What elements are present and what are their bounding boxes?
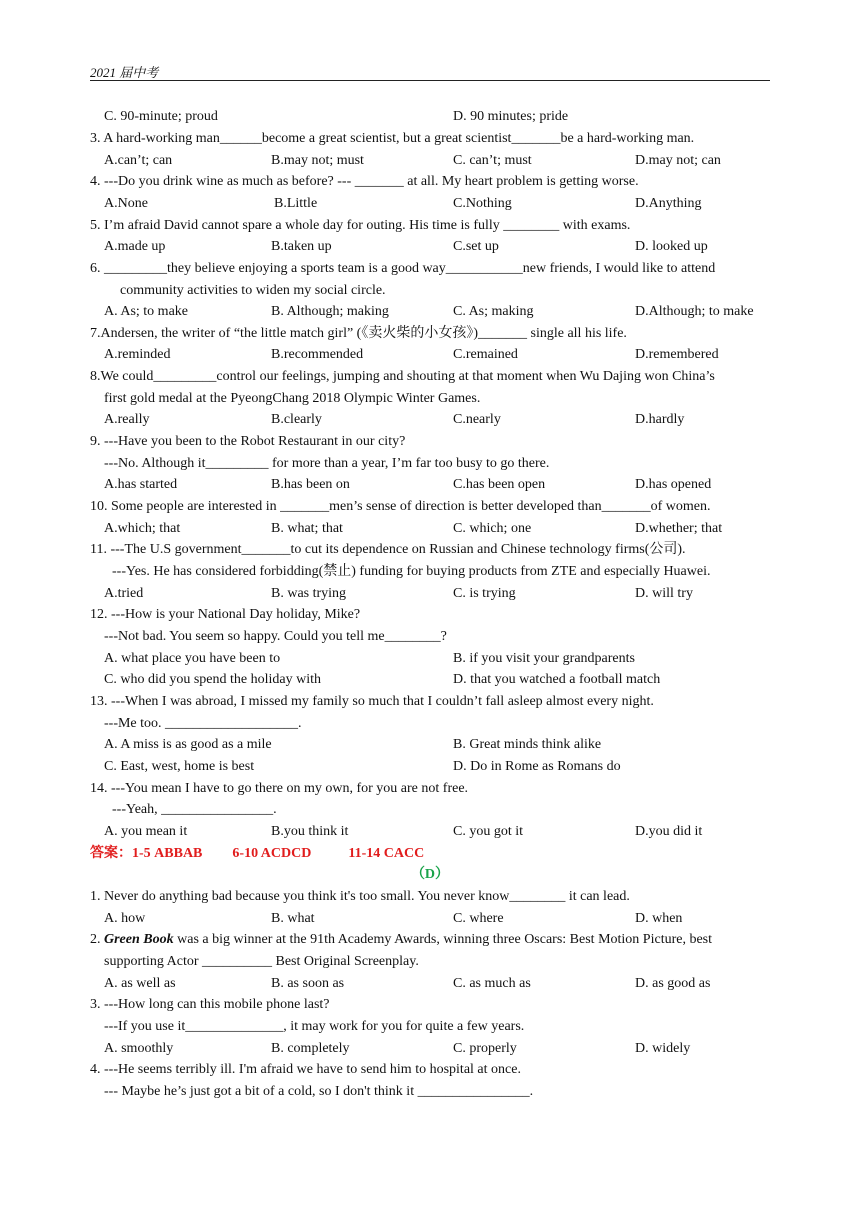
option-c: C. East, west, home is best [104,759,255,774]
question-13-reply: ---Me too. ___________________. [104,716,302,731]
option-d: D.hardly [635,412,685,427]
option-a: A.reminded [104,347,171,362]
option-c: C.set up [453,239,499,254]
question-text: was a big winner at the 91th Academy Awards, winning three Oscars: Best Motion Picture, best [173,932,713,947]
option-d: D. looked up [635,239,708,254]
option-a: A.which; that [104,521,181,536]
question-d1: 1. Never do anything bad because you think it's too small. You never know________ it can lead. [90,889,630,904]
option-a: A.can’t; can [104,153,173,168]
option-c: C. 90-minute; proud [104,109,218,124]
option-d: D.has opened [635,477,712,492]
option-b: B. Great minds think alike [453,737,602,752]
question-5: 5. I’m afraid David cannot spare a whole day for outing. His time is fully ________ with exams. [90,218,631,233]
option-b: B. Although; making [271,304,389,319]
option-a: A.has started [104,477,178,492]
question-d2-continued: supporting Actor __________ Best Original Screenplay. [104,954,419,969]
question-3: 3. A hard-working man______become a great scientist, but a great scientist_______be a hard-working man. [90,131,695,146]
question-d2 [90,932,712,948]
question-9-continued: ---No. Although it_________ for more than a year, I’m far too busy to go there. [104,456,550,471]
question-d3-reply: ---If you use it______________, it may work for you for quite a few years. [104,1019,525,1034]
question-6-continued: community activities to widen my social circle. [120,283,386,298]
option-d: D.may not; can [635,153,721,168]
option-a: A.really [104,412,150,427]
option-d: D. as good as [635,976,711,991]
question-8: 8.We could_________control our feelings, jumping and shouting at that moment when Wu Dajing won China’s [90,369,715,384]
option-d: D. 90 minutes; pride [453,109,569,124]
option-d: D.you did it [635,824,703,839]
question-9: 9. ---Have you been to the Robot Restaurant in our city? [90,434,406,449]
page-header: 2021 届中考 [90,62,770,81]
option-c: C. is trying [453,586,516,601]
question-11-reply: ---Yes. He has considered forbidding(禁止) funding for buying products from ZTE and especially Huawei. [112,564,711,579]
option-b: B.may not; must [271,153,364,168]
option-b: B.Little [274,196,318,211]
option-c: C. can’t; must [453,153,532,168]
option-a: A. how [104,911,146,926]
option-d: D.remembered [635,347,719,362]
option-d: D. when [635,911,683,926]
option-d: D.whether; that [635,521,723,536]
option-c: C. which; one [453,521,532,536]
option-b: B. completely [271,1041,350,1056]
answer-6-10: 6-10 ACDCD [232,846,312,861]
option-b: B.clearly [271,412,322,427]
option-a: A. as well as [104,976,176,991]
option-a: A. smoothly [104,1041,174,1056]
question-12: 12. ---How is your National Day holiday, Mike? [90,607,361,622]
option-d: D. Do in Rome as Romans do [453,759,621,774]
option-c: C.remained [453,347,518,362]
option-b: B. what [271,911,315,926]
option-c: C. properly [453,1041,517,1056]
option-d: D. that you watched a football match [453,672,661,687]
answer-1-5: 答案：1-5 ABBAB [90,846,203,861]
option-d: D.Anything [635,196,702,211]
option-b: B. what; that [271,521,343,536]
answer-11-14: 11-14 CACC [348,846,425,861]
question-d4: 4. ---He seems terribly ill. I'm afraid we have to send him to hospital at once. [90,1062,521,1077]
option-c: C.nearly [453,412,501,427]
option-c: C. you got it [453,824,524,839]
option-b: B.you think it [271,824,349,839]
option-d: D.Although; to make [635,304,754,319]
option-a: A.made up [104,239,166,254]
question-8-continued: first gold medal at the PyeongChang 2018 Olympic Winter Games. [104,391,481,406]
option-c: C.has been open [453,477,546,492]
option-b: B.has been on [271,477,350,492]
film-title: Green Book [104,932,174,947]
option-a: A. A miss is as good as a mile [104,737,272,752]
question-4: 4. ---Do you drink wine as much as before? --- _______ at all. My heart problem is getting worse. [90,174,639,189]
question-10: 10. Some people are interested in _______men’s sense of direction is better developed than_______of women. [90,499,711,514]
question-6: 6. _________they believe enjoying a sports team is a good way___________new friends, I would like to attend [90,261,716,276]
option-a: A. you mean it [104,824,188,839]
question-12-reply: ---Not bad. You seem so happy. Could you tell me________? [104,629,447,644]
option-b: B.taken up [271,239,332,254]
option-c: C. As; making [453,304,534,319]
option-a: A.None [104,196,148,211]
option-a: A. As; to make [104,304,188,319]
question-14-reply: ---Yeah, ________________. [112,802,277,817]
option-c: C. as much as [453,976,531,991]
question-d3: 3. ---How long can this mobile phone last? [90,997,330,1012]
question-13: 13. ---When I was abroad, I missed my family so much that I couldn’t fall asleep almost every night. [90,694,654,709]
option-b: B. if you visit your grandparents [453,651,635,666]
option-d: D. will try [635,586,693,601]
section-title: （D） [410,867,450,882]
question-11: 11. ---The U.S government_______to cut its dependence on Russian and Chinese technology firms(公司). [90,542,686,557]
option-b: B.recommended [271,347,364,362]
question-d4-reply: --- Maybe he’s just got a bit of a cold, so I don't think it ________________. [104,1084,534,1099]
option-c: C. where [453,911,504,926]
answer-key [90,846,424,862]
option-a: A.tried [104,586,144,601]
option-d: D. widely [635,1041,691,1056]
option-c: C.Nothing [453,196,512,211]
question-number: 2. [90,932,104,947]
question-14: 14. ---You mean I have to go there on my own, for you are not free. [90,781,469,796]
option-c: C. who did you spend the holiday with [104,672,321,687]
option-b: B. was trying [271,586,347,601]
option-a: A. what place you have been to [104,651,281,666]
option-b: B. as soon as [271,976,345,991]
question-7: 7.Andersen, the writer of “the little match girl” (《卖火柴的小女孩》)_______ single all his life. [90,326,627,341]
